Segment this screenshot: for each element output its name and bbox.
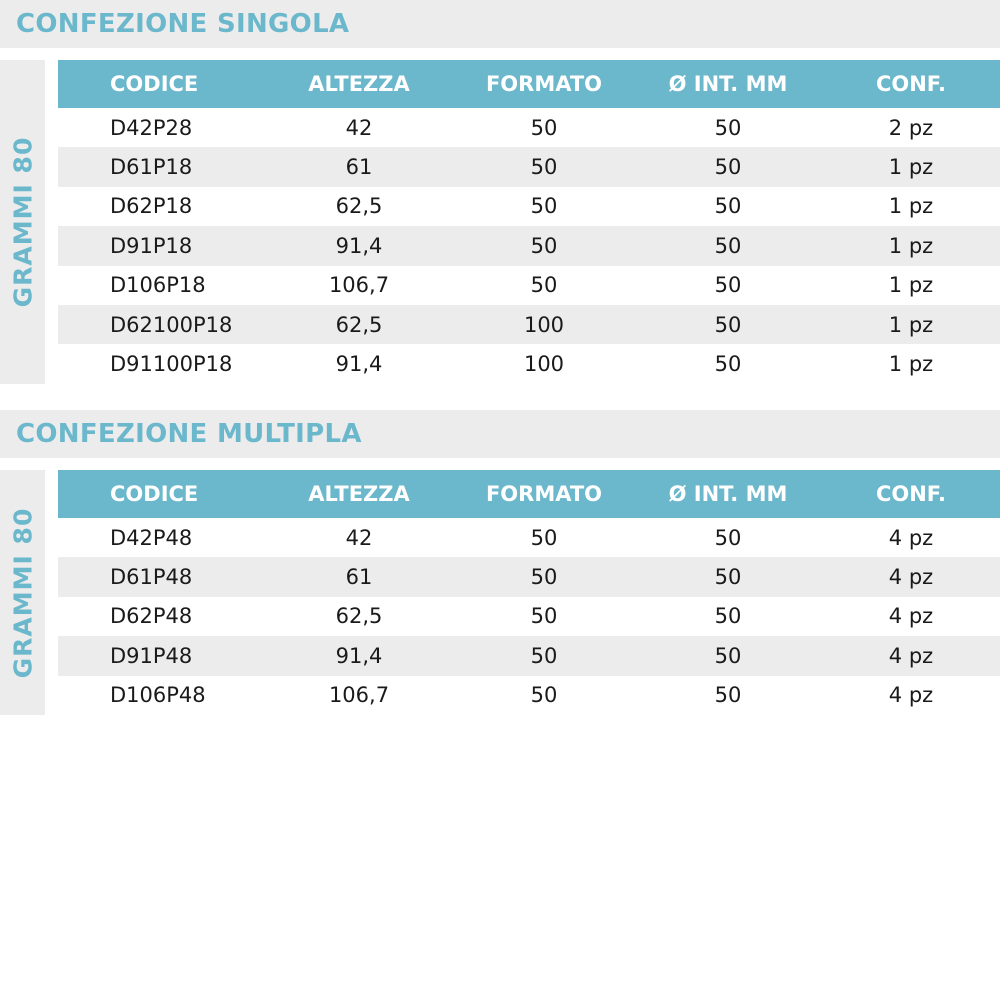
header-codice: CODICE [110,482,199,506]
cell-conf: 1 pz [888,155,934,180]
header-formato: FORMATO [485,72,603,96]
cell-codice: D106P18 [110,273,206,298]
table-row [58,147,1000,186]
cell-diametro: 50 [714,273,742,298]
side-label: GRAMMI 80 [8,507,37,678]
cell-conf: 1 pz [888,312,934,337]
cell-codice: D62P18 [110,194,193,219]
table-row [58,676,1000,715]
cell-altezza: 61 [345,155,373,180]
table-row [58,266,1000,305]
cell-formato: 100 [523,352,565,377]
cell-formato: 50 [530,525,558,550]
cell-codice: D42P48 [110,525,193,550]
cell-conf: 4 pz [888,643,934,668]
cell-codice: D91P48 [110,643,193,668]
section-header-multipla [0,410,1000,458]
table-header-row [58,470,1000,518]
cell-diametro: 50 [714,352,742,377]
table-row [58,187,1000,226]
cell-altezza: 106,7 [328,683,390,708]
cell-altezza: 61 [345,565,373,590]
cell-altezza: 62,5 [335,194,383,219]
cell-altezza: 62,5 [335,604,383,629]
table-row [58,305,1000,344]
cell-altezza: 91,4 [335,352,383,377]
cell-conf: 1 pz [888,352,934,377]
table-row [58,557,1000,596]
cell-codice: D62P48 [110,604,193,629]
cell-formato: 50 [530,115,558,140]
table-singola [58,60,1000,384]
cell-formato: 50 [530,565,558,590]
cell-diametro: 50 [714,643,742,668]
header-diametro: Ø INT. MM [668,72,788,96]
cell-altezza: 62,5 [335,312,383,337]
header-codice: CODICE [110,72,199,96]
cell-conf: 1 pz [888,194,934,219]
header-conf: CONF. [875,482,947,506]
cell-diametro: 50 [714,233,742,258]
cell-diametro: 50 [714,683,742,708]
cell-diametro: 50 [714,155,742,180]
table-row [58,226,1000,265]
cell-conf: 4 pz [888,604,934,629]
cell-diametro: 50 [714,115,742,140]
cell-altezza: 42 [345,525,373,550]
cell-formato: 50 [530,273,558,298]
cell-conf: 2 pz [888,115,934,140]
table-multipla [58,470,1000,715]
cell-codice: D62100P18 [110,312,233,337]
header-altezza: ALTEZZA [308,72,410,96]
section-header-singola [0,0,1000,48]
cell-conf: 1 pz [888,273,934,298]
cell-conf: 4 pz [888,525,934,550]
cell-altezza: 42 [345,115,373,140]
cell-altezza: 91,4 [335,643,383,668]
cell-diametro: 50 [714,525,742,550]
cell-conf: 4 pz [888,565,934,590]
cell-formato: 50 [530,604,558,629]
cell-formato: 50 [530,643,558,668]
cell-codice: D42P28 [110,115,193,140]
cell-codice: D61P18 [110,155,193,180]
cell-codice: D106P48 [110,683,206,708]
cell-formato: 50 [530,683,558,708]
cell-diametro: 50 [714,194,742,219]
cell-altezza: 91,4 [335,233,383,258]
cell-formato: 100 [523,312,565,337]
header-conf: CONF. [875,72,947,96]
cell-conf: 1 pz [888,233,934,258]
header-altezza: ALTEZZA [308,482,410,506]
cell-formato: 50 [530,233,558,258]
side-label: GRAMMI 80 [8,136,37,308]
table-header-row [58,60,1000,108]
cell-formato: 50 [530,194,558,219]
cell-codice: D91P18 [110,233,193,258]
section-title: CONFEZIONE SINGOLA [16,9,350,39]
cell-diametro: 50 [714,312,742,337]
cell-diametro: 50 [714,604,742,629]
cell-codice: D91100P18 [110,352,233,377]
side-tab-multipla [0,470,45,715]
table-row [58,518,1000,557]
cell-formato: 50 [530,155,558,180]
table-row [58,344,1000,383]
section-title: CONFEZIONE MULTIPLA [16,419,362,449]
side-tab-singola [0,60,45,384]
cell-diametro: 50 [714,565,742,590]
header-diametro: Ø INT. MM [668,482,788,506]
cell-codice: D61P48 [110,565,193,590]
header-formato: FORMATO [485,482,603,506]
table-row [58,597,1000,636]
table-row [58,108,1000,147]
cell-conf: 4 pz [888,683,934,708]
cell-altezza: 106,7 [328,273,390,298]
table-row [58,636,1000,675]
